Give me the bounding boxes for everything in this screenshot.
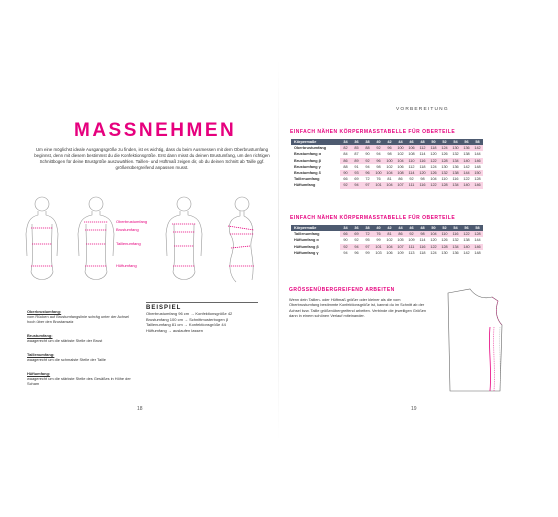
table-cell: 106 (395, 164, 406, 170)
example-line: Taillenumfang 81 cm → Konfektionsgröße 44 (146, 322, 226, 327)
table-cell: 146 (472, 158, 483, 164)
table-cell: 92 (340, 182, 351, 188)
row-label: Brustumfang δ (291, 170, 340, 176)
figure-front (78, 197, 114, 280)
table-cell: 94 (340, 250, 351, 256)
table-cell: 88 (362, 145, 373, 151)
table-cell: 134 (450, 244, 461, 250)
table-cell: 98 (384, 151, 395, 157)
table-cell: 116 (450, 176, 461, 182)
gutter (278, 60, 279, 440)
table-cell: 144 (472, 151, 483, 157)
size-header: 36 (351, 225, 362, 231)
table-cell: 114 (406, 170, 417, 176)
table-cell: 91 (351, 164, 362, 170)
table-cell: 94 (351, 182, 362, 188)
definition-title: Brustumfang: (27, 333, 53, 338)
size-header: 46 (406, 139, 417, 145)
size-header: 42 (384, 225, 395, 231)
size-header: 52 (439, 139, 450, 145)
row-label: Brustumfang β (291, 158, 340, 164)
table-cell: 130 (450, 145, 461, 151)
table-cell: 104 (428, 176, 439, 182)
table-cell: 142 (461, 164, 472, 170)
definition-text: waagerecht um die stärkste Stelle des Gesäßes in Höhe der Scham (27, 376, 131, 386)
table-cell: 85 (351, 145, 362, 151)
table-cell: 103 (373, 250, 384, 256)
definition-text: waagerecht um die schmalste Stelle der Taille (27, 357, 106, 362)
size-header: 50 (428, 139, 439, 145)
table-cell: 138 (461, 151, 472, 157)
row-label: Taillenumfang (291, 176, 340, 182)
table-cell: 82 (340, 145, 351, 151)
table-cell: 116 (450, 231, 461, 237)
size-header: 44 (395, 225, 406, 231)
table-cell: 124 (439, 145, 450, 151)
label-taille: Taillenumfang (116, 241, 141, 246)
table-cell: 96 (351, 250, 362, 256)
row-label: Hüftumfang (291, 182, 340, 188)
table-cell: 93 (351, 170, 362, 176)
size-table-lower (291, 225, 483, 256)
table-cell: 92 (340, 244, 351, 250)
table-cell: 128 (439, 182, 450, 188)
size-header: 38 (362, 139, 373, 145)
size-header: 58 (472, 225, 483, 231)
example-line: Oberbrustumfang 96 cm → Konfektionsgröße 42 (146, 311, 233, 316)
table-cell: 94 (362, 164, 373, 170)
table-cell: 101 (373, 244, 384, 250)
table-cell: 146 (472, 244, 483, 250)
table-cell: 124 (428, 250, 439, 256)
table-cell: 110 (439, 176, 450, 182)
table-cell: 96 (384, 145, 395, 151)
table-cell: 110 (439, 231, 450, 237)
table-cell: 94 (373, 151, 384, 157)
size-header: 56 (461, 225, 472, 231)
row-label: Brustumfang α (291, 151, 340, 157)
table-cell: 107 (395, 182, 406, 188)
table-cell: 132 (450, 151, 461, 157)
row-label: Brustumfang γ (291, 164, 340, 170)
header-label: Körpermaße (291, 139, 340, 145)
row-label: Oberbrustumfang (291, 145, 340, 151)
table-row (291, 182, 483, 188)
table-cell: 124 (428, 164, 439, 170)
size-header: 58 (472, 139, 483, 145)
page-title: MASSNEHMEN (74, 120, 237, 141)
table-cell: 90 (340, 237, 351, 243)
table-cell: 122 (461, 231, 472, 237)
table-cell: 148 (472, 250, 483, 256)
size-header: 40 (373, 139, 384, 145)
table-cell: 102 (384, 237, 395, 243)
size-header: 34 (340, 139, 351, 145)
page-number-left: 18 (137, 406, 143, 412)
size-header: 52 (439, 225, 450, 231)
table-cell: 130 (439, 250, 450, 256)
size-header: 40 (373, 225, 384, 231)
table-cell: 94 (351, 244, 362, 250)
table-cell: 140 (461, 244, 472, 250)
table-cell: 92 (406, 176, 417, 182)
table-cell: 138 (461, 237, 472, 243)
table-cell: 142 (472, 145, 483, 151)
table-cell: 99 (362, 250, 373, 256)
example-line: Brustumfang 100 cm → Schnittmusterbogen β (146, 316, 229, 322)
table-cell: 128 (472, 176, 483, 182)
table-cell: 122 (428, 158, 439, 164)
table-cell: 104 (384, 170, 395, 176)
table-cell: 104 (384, 244, 395, 250)
definition-brust (27, 333, 137, 343)
table-cell: 150 (472, 170, 483, 176)
definition-title: Oberbrustumfang: (27, 309, 62, 314)
table-cell: 126 (428, 170, 439, 176)
table-cell: 86 (395, 231, 406, 237)
table-cell: 130 (439, 164, 450, 170)
table-cell: 105 (395, 237, 406, 243)
table-cell: 104 (395, 158, 406, 164)
table-cell: 142 (461, 250, 472, 256)
size-header: 50 (428, 225, 439, 231)
size-header: 44 (395, 139, 406, 145)
row-label: Hüftumfang β (291, 244, 340, 250)
table-cell: 122 (428, 244, 439, 250)
size-header: 34 (340, 225, 351, 231)
table-cell: 90 (362, 151, 373, 157)
table-cell: 98 (417, 231, 428, 237)
table-cell: 106 (384, 250, 395, 256)
size-header: 46 (406, 225, 417, 231)
definition-oberbrust (27, 309, 137, 324)
table-cell: 114 (417, 237, 428, 243)
table2-title: EINFACH NÄHEN KÖRPERMASSTABELLE FÜR OBERTEILE (290, 215, 456, 221)
table-cell: 111 (406, 244, 417, 250)
table-cell: 140 (461, 158, 472, 164)
figure-front-2-lines (172, 224, 196, 266)
table-cell: 144 (461, 170, 472, 176)
grade-text: Wenn dein Taillen- oder Hüftmaß größer oder kleiner als die vom Oberbrustumfang bestimmte Konfektionsgröße ist, kannst du im Schnitt ab der Achsel bzw. Taille größenübergreifend arbeiten. Verbinde die jeweiligen Größen dann in einem schönen Verlauf miteinander. (289, 297, 427, 318)
size-header: 54 (450, 139, 461, 145)
grade-title: GRÖSSENÜBERGREIFEND ARBEITEN (289, 287, 395, 293)
table-cell: 140 (461, 182, 472, 188)
row-label: Taillenumfang (291, 231, 340, 237)
intro-text: Um eine möglichst ideale Ausgangsgröße zu finden, ist es wichtig, dass du beim Ausmessen mit dem Oberbrustumfang beginnst, denn mit diesem bestimmst du die Konfektionsgröße. Erst dann misst du deinen Brustumfang, um den richtigen Schnittbogen für deine Brustgröße auszuwählen. Taillen- und Hüftmaß zeigen dir, ob du deinen Schnitt ab Taille ggf. größenübergreifend anpassen musst. (34, 147, 270, 170)
table-cell: 118 (428, 145, 439, 151)
table-cell: 120 (428, 151, 439, 157)
definition-title: Taillenumfang: (27, 352, 55, 357)
table-cell: 108 (395, 170, 406, 176)
table-cell: 99 (373, 237, 384, 243)
table-cell: 116 (417, 182, 428, 188)
table-row (291, 250, 483, 256)
table-cell: 109 (406, 237, 417, 243)
table-cell: 112 (406, 164, 417, 170)
table-cell: 92 (406, 231, 417, 237)
table-cell: 116 (417, 158, 428, 164)
size-header: 42 (384, 139, 395, 145)
measurement-figures (24, 194, 274, 294)
table-cell: 146 (472, 182, 483, 188)
table1-title: EINFACH NÄHEN KÖRPERMASSTABELLE FÜR OBERTEILE (290, 129, 456, 135)
table-cell: 98 (417, 176, 428, 182)
figure-side-lines (228, 226, 254, 266)
size-header: 48 (417, 139, 428, 145)
table-cell: 92 (362, 158, 373, 164)
table-cell: 126 (439, 237, 450, 243)
table-cell: 114 (417, 151, 428, 157)
table-cell: 128 (439, 244, 450, 250)
size-header: 48 (417, 225, 428, 231)
table-cell: 106 (406, 145, 417, 151)
table-cell: 128 (439, 158, 450, 164)
table-cell: 66 (340, 231, 351, 237)
table-cell: 100 (395, 145, 406, 151)
size-header: 38 (362, 225, 373, 231)
table-cell: 113 (406, 250, 417, 256)
table-cell: 128 (472, 231, 483, 237)
table-cell: 76 (373, 176, 384, 182)
definition-text: vom Rücken auf Brustumfangslinie schräg unter der Achsel hoch über den Brustansatz (27, 314, 130, 324)
size-header: 56 (461, 139, 472, 145)
row-label: Hüftumfang γ (291, 250, 340, 256)
table-cell: 66 (340, 176, 351, 182)
figure-front-lines (84, 222, 108, 266)
figure-front-2 (166, 197, 202, 280)
table-cell: 76 (373, 231, 384, 237)
table-cell: 86 (340, 158, 351, 164)
table-cell: 86 (395, 176, 406, 182)
figure-back (26, 197, 58, 280)
table-cell: 102 (395, 151, 406, 157)
table-cell: 95 (362, 237, 373, 243)
table-cell: 84 (340, 151, 351, 157)
label-huefte: Hüftumfang (116, 263, 137, 268)
table-cell: 92 (351, 237, 362, 243)
example-box (146, 302, 258, 333)
table-cell: 136 (461, 145, 472, 151)
table-cell: 120 (417, 170, 428, 176)
label-oberbrust: Oberbrustumfang (116, 219, 148, 224)
table-cell: 87 (351, 151, 362, 157)
table-cell: 122 (428, 182, 439, 188)
table-cell: 101 (373, 182, 384, 188)
table-cell: 92 (373, 145, 384, 151)
table-cell: 134 (450, 182, 461, 188)
table-cell: 132 (450, 237, 461, 243)
table-cell: 118 (417, 250, 428, 256)
pattern-piece-illustration (440, 287, 510, 397)
header-label: Körpermaße (291, 225, 340, 231)
table-cell: 108 (406, 151, 417, 157)
table-cell: 104 (428, 231, 439, 237)
table-cell: 69 (351, 176, 362, 182)
table-cell: 110 (406, 158, 417, 164)
size-header: 54 (450, 225, 461, 231)
section-tag: VORBEREITUNG (396, 107, 449, 112)
size-header: 36 (351, 139, 362, 145)
table-cell: 96 (373, 158, 384, 164)
table-cell: 100 (373, 170, 384, 176)
table-cell: 97 (362, 182, 373, 188)
table-cell: 88 (340, 164, 351, 170)
table-cell: 98 (373, 164, 384, 170)
table-cell: 90 (340, 170, 351, 176)
table-cell: 132 (439, 170, 450, 176)
table-cell: 116 (417, 244, 428, 250)
definition-text: waagerecht um die stärkste Stelle der Brust (27, 338, 103, 343)
table-cell: 104 (384, 182, 395, 188)
table-cell: 72 (362, 176, 373, 182)
definition-taille (27, 352, 137, 362)
table-cell: 69 (351, 231, 362, 237)
table-cell: 81 (384, 176, 395, 182)
table-cell: 134 (450, 158, 461, 164)
definition-title: Hüftumfang: (27, 371, 51, 376)
table-cell: 100 (384, 158, 395, 164)
table-cell: 89 (351, 158, 362, 164)
table-cell: 148 (472, 164, 483, 170)
label-brust: Brustumfang (116, 227, 139, 232)
table-cell: 102 (384, 164, 395, 170)
table-cell: 111 (406, 182, 417, 188)
page-number-right: 19 (411, 406, 417, 412)
table-cell: 97 (362, 244, 373, 250)
size-table-upper (291, 139, 483, 189)
definition-huefte (27, 371, 137, 386)
table-cell: 122 (461, 176, 472, 182)
table-cell: 144 (472, 237, 483, 243)
table-cell: 138 (450, 170, 461, 176)
table-cell: 120 (428, 237, 439, 243)
table-cell: 118 (417, 164, 428, 170)
table-cell: 81 (384, 231, 395, 237)
table-cell: 136 (450, 164, 461, 170)
example-line: Hüftumfang → auslaufen lassen (146, 327, 203, 333)
table-cell: 96 (362, 170, 373, 176)
table-cell: 126 (439, 151, 450, 157)
example-title: BEISPIEL (146, 305, 182, 311)
table-cell: 107 (395, 244, 406, 250)
figure-side (229, 197, 253, 282)
figure-back-lines (31, 228, 53, 266)
row-label: Hüftumfang α (291, 237, 340, 243)
table-cell: 109 (395, 250, 406, 256)
table-cell: 112 (417, 145, 428, 151)
table-cell: 136 (450, 250, 461, 256)
table-cell: 72 (362, 231, 373, 237)
